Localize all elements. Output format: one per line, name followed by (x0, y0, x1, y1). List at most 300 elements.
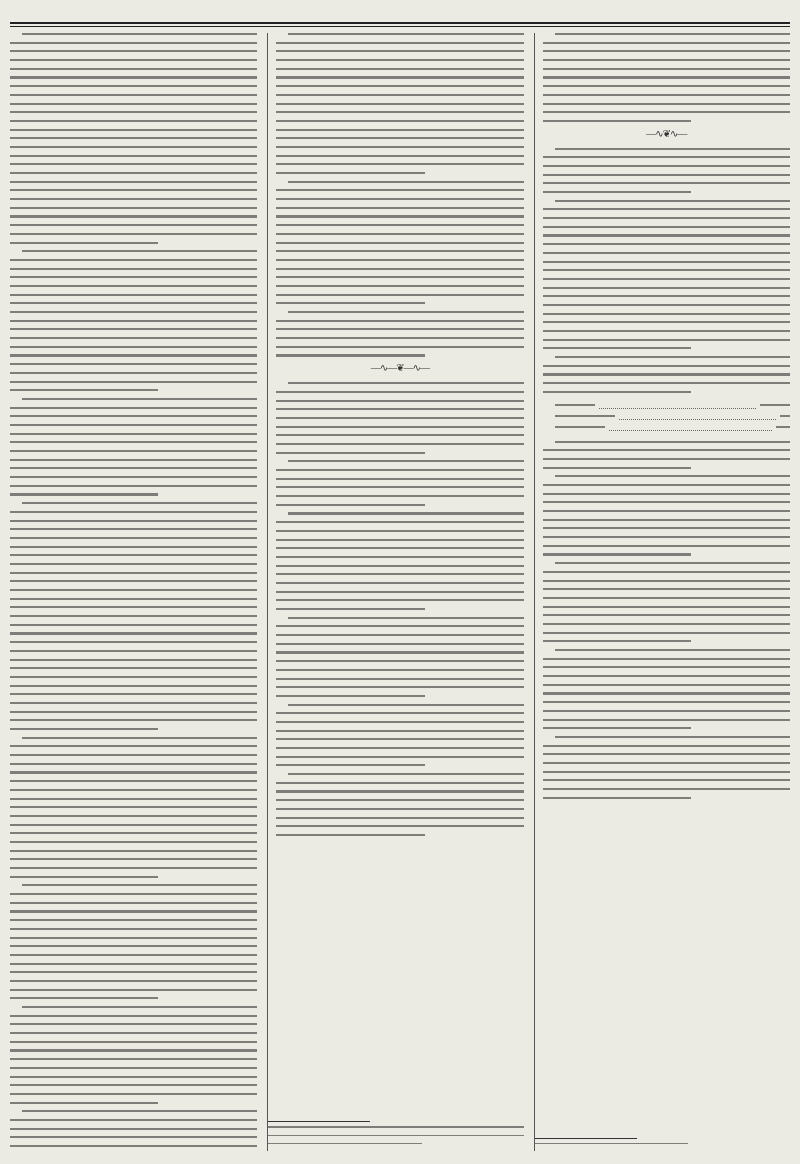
text-line (10, 763, 257, 765)
text-line (10, 233, 257, 235)
text-line (276, 259, 523, 261)
text-line (543, 745, 790, 747)
text-line (276, 276, 523, 278)
text-paragraph (276, 33, 523, 174)
text-line (543, 762, 790, 764)
text-line (543, 519, 790, 521)
column-2-body-bottom (276, 382, 523, 836)
text-line (543, 467, 691, 469)
text-line (10, 546, 257, 548)
text-line (543, 76, 790, 78)
text-line (10, 693, 257, 695)
text-line (543, 226, 790, 228)
formula-row (555, 422, 790, 433)
text-line (543, 510, 790, 512)
text-line (10, 433, 257, 435)
text-line (276, 756, 523, 758)
text-line (543, 632, 790, 634)
column-3-body-top (543, 33, 790, 122)
text-line (10, 224, 257, 226)
text-line (10, 963, 257, 965)
text-line (276, 634, 523, 636)
text-line (10, 476, 257, 478)
text-line (276, 530, 523, 532)
text-line (543, 727, 691, 729)
text-line (10, 520, 257, 522)
text-line (543, 449, 790, 451)
text-line (10, 659, 257, 661)
text-paragraph (543, 356, 790, 393)
text-line (10, 42, 257, 44)
text-line (276, 686, 523, 688)
formula-table (555, 400, 790, 433)
text-line (10, 771, 257, 773)
text-line (10, 832, 257, 834)
text-line (10, 572, 257, 574)
text-line (276, 625, 523, 627)
text-line (276, 825, 523, 827)
text-line (543, 614, 790, 616)
text-line (10, 971, 257, 973)
text-line (276, 94, 523, 96)
text-line (10, 702, 257, 704)
text-line (10, 667, 257, 669)
text-line (543, 330, 790, 332)
text-paragraph (543, 649, 790, 729)
text-line (543, 373, 790, 375)
text-line (276, 391, 523, 393)
text-line (543, 59, 790, 61)
text-line (543, 753, 790, 755)
text-line (10, 719, 257, 721)
text-line (288, 460, 523, 462)
text-line (10, 111, 257, 113)
text-line (555, 736, 790, 738)
text-line (10, 980, 257, 982)
text-line (543, 501, 790, 503)
text-line (288, 773, 523, 775)
text-line (22, 884, 257, 886)
text-line (10, 276, 257, 278)
text-line (288, 704, 523, 706)
text-line (276, 137, 523, 139)
text-paragraph (10, 502, 257, 730)
text-line (22, 250, 257, 252)
text-line (10, 146, 257, 148)
text-line (543, 771, 790, 773)
text-line (276, 565, 523, 567)
text-line (10, 867, 257, 869)
text-line (10, 1058, 257, 1060)
text-line (276, 486, 523, 488)
text-line (10, 1015, 257, 1017)
text-line (10, 1102, 158, 1104)
text-line (276, 207, 523, 209)
text-line (555, 649, 790, 651)
text-line (555, 356, 790, 358)
text-line (10, 902, 257, 904)
text-line (10, 415, 257, 417)
text-line (10, 363, 257, 365)
text-line (10, 207, 257, 209)
text-line (543, 85, 790, 87)
text-line (543, 182, 790, 184)
text-line (10, 94, 257, 96)
column-1 (10, 33, 257, 1151)
text-line (543, 391, 691, 393)
text-line (276, 294, 523, 296)
text-line (543, 191, 691, 193)
text-paragraph (276, 382, 523, 454)
text-line (10, 1084, 257, 1086)
text-line (10, 198, 257, 200)
text-line (10, 1023, 257, 1025)
text-paragraph (543, 562, 790, 642)
text-line (543, 347, 691, 349)
formula-row (555, 400, 790, 411)
text-line (288, 181, 523, 183)
text-line (10, 103, 257, 105)
text-line (10, 806, 257, 808)
text-line (543, 252, 790, 254)
text-line (276, 452, 424, 454)
text-paragraph (276, 311, 523, 357)
text-line (10, 606, 257, 608)
column-3-body-bottom (543, 441, 790, 799)
text-line (543, 365, 790, 367)
text-paragraph (10, 398, 257, 496)
text-line (10, 589, 257, 591)
text-line (276, 556, 523, 558)
text-line (10, 59, 257, 61)
text-paragraph (543, 441, 790, 469)
text-line (276, 478, 523, 480)
column-3-footnote-rule (535, 1138, 637, 1139)
text-line (10, 381, 257, 383)
text-line (10, 632, 257, 634)
text-line (276, 495, 523, 497)
text-line (10, 824, 257, 826)
text-line (10, 215, 257, 217)
text-line (276, 660, 523, 662)
text-line (543, 165, 790, 167)
text-line (10, 676, 257, 678)
text-line (276, 521, 523, 523)
text-line (543, 666, 790, 668)
text-line (10, 155, 257, 157)
text-line (10, 815, 257, 817)
text-paragraph (276, 512, 523, 610)
text-line (10, 563, 257, 565)
text-line (10, 320, 257, 322)
text-line (10, 650, 257, 652)
text-line (276, 426, 523, 428)
text-line (276, 582, 523, 584)
text-line (10, 372, 257, 374)
text-line (276, 268, 523, 270)
text-line (276, 469, 523, 471)
text-line (22, 1110, 257, 1112)
text-paragraph (10, 884, 257, 999)
text-line (10, 354, 257, 356)
text-line (543, 243, 790, 245)
text-line (543, 261, 790, 263)
text-line (276, 85, 523, 87)
text-line (10, 641, 257, 643)
text-line (276, 417, 523, 419)
text-line (543, 606, 790, 608)
text-line (276, 799, 523, 801)
text-line (10, 441, 257, 443)
text-line (10, 789, 257, 791)
text-line (276, 76, 523, 78)
text-line (276, 790, 523, 792)
text-line (276, 400, 523, 402)
column-3-footnote (535, 1132, 790, 1151)
text-line (543, 42, 790, 44)
text-paragraph (10, 1006, 257, 1104)
text-paragraph (543, 736, 790, 799)
text-line (276, 50, 523, 52)
text-line (276, 68, 523, 70)
text-line (276, 738, 523, 740)
text-line (276, 669, 523, 671)
text-line (276, 782, 523, 784)
text-line (10, 1093, 257, 1095)
text-line (10, 928, 257, 930)
text-line (276, 712, 523, 714)
text-line (22, 1006, 257, 1008)
text-line (288, 33, 523, 35)
text-line (10, 754, 257, 756)
text-line (543, 295, 790, 297)
text-line (10, 50, 257, 52)
text-line (10, 1076, 257, 1078)
text-line (543, 623, 790, 625)
text-line (276, 198, 523, 200)
footnote (268, 1115, 523, 1151)
text-line (10, 493, 158, 495)
text-line (543, 94, 790, 96)
text-line (276, 155, 523, 157)
text-line (276, 354, 424, 356)
text-paragraph (276, 617, 523, 697)
text-line (10, 242, 158, 244)
text-line (543, 103, 790, 105)
text-line (22, 502, 257, 504)
text-line (10, 424, 257, 426)
text-line (10, 937, 257, 939)
text-paragraph (543, 33, 790, 122)
page-number (10, 6, 790, 20)
text-line (10, 1128, 257, 1130)
text-line (276, 250, 523, 252)
text-line (543, 269, 790, 271)
text-line (288, 382, 523, 384)
text-line (276, 747, 523, 749)
text-line (276, 59, 523, 61)
text-line (276, 651, 523, 653)
text-line (543, 304, 790, 306)
text-line (10, 68, 257, 70)
text-line (10, 780, 257, 782)
text-line (543, 339, 790, 341)
text-line (10, 798, 257, 800)
text-line (543, 313, 790, 315)
text-line (543, 719, 790, 721)
text-line (276, 808, 523, 810)
text-line (276, 215, 523, 217)
text-line (10, 858, 257, 860)
text-line (10, 919, 257, 921)
text-line (543, 208, 790, 210)
text-line (276, 146, 523, 148)
text-line (543, 779, 790, 781)
top-rule (10, 22, 790, 27)
text-line (10, 172, 257, 174)
text-line (276, 695, 424, 697)
text-line (288, 311, 523, 313)
text-paragraph (276, 704, 523, 767)
text-line (276, 834, 424, 836)
text-line (555, 33, 790, 35)
text-line (22, 398, 257, 400)
text-line (543, 675, 790, 677)
text-line (10, 268, 257, 270)
section-ornament: —∿—❦—∿— (370, 363, 430, 375)
text-line (276, 328, 523, 330)
text-line (276, 730, 523, 732)
text-line (10, 997, 158, 999)
text-line (10, 728, 158, 730)
text-line (10, 485, 257, 487)
text-line (276, 163, 523, 165)
text-line (10, 467, 257, 469)
text-line (276, 434, 523, 436)
column-2 (267, 33, 523, 1151)
column-3-ornament: —∿❦∿— (646, 128, 687, 140)
text-line (10, 302, 257, 304)
text-line (10, 554, 257, 556)
text-line (276, 678, 523, 680)
text-line (543, 156, 790, 158)
text-line (543, 321, 790, 323)
text-line (10, 910, 257, 912)
text-line (276, 408, 523, 410)
text-paragraph (543, 148, 790, 194)
text-line (10, 294, 257, 296)
text-line (276, 189, 523, 191)
text-line (543, 788, 790, 790)
text-line (276, 111, 523, 113)
text-line (10, 450, 257, 452)
text-line (10, 1049, 257, 1051)
text-line (555, 441, 790, 443)
text-line (288, 617, 523, 619)
text-line (10, 163, 257, 165)
text-line (22, 33, 257, 35)
text-paragraph (543, 200, 790, 350)
text-paragraph (543, 475, 790, 555)
text-line (543, 588, 790, 590)
text-line (543, 68, 790, 70)
text-line (10, 580, 257, 582)
text-line (555, 562, 790, 564)
column-2-body-top (276, 33, 523, 357)
text-line (543, 684, 790, 686)
text-line (276, 129, 523, 131)
text-line (543, 545, 790, 547)
text-line (276, 346, 523, 348)
text-line (10, 459, 257, 461)
text-line (22, 737, 257, 739)
text-line (10, 259, 257, 261)
text-line (10, 1041, 257, 1043)
text-line (555, 475, 790, 477)
text-line (10, 876, 158, 878)
text-paragraph (276, 773, 523, 836)
text-line (276, 103, 523, 105)
text-line (10, 328, 257, 330)
text-line (543, 553, 691, 555)
text-line (276, 337, 523, 339)
text-line (10, 841, 257, 843)
text-line (276, 42, 523, 44)
text-line (276, 817, 523, 819)
text-line (276, 721, 523, 723)
text-line (10, 389, 158, 391)
text-line (543, 797, 691, 799)
text-line (543, 278, 790, 280)
text-line (276, 443, 523, 445)
text-paragraph (10, 33, 257, 244)
text-line (276, 320, 523, 322)
text-line (276, 539, 523, 541)
text-line (10, 407, 257, 409)
text-line (10, 989, 257, 991)
text-line (543, 710, 790, 712)
text-line (10, 537, 257, 539)
text-line (10, 189, 257, 191)
text-line (543, 484, 790, 486)
text-line (276, 547, 523, 549)
text-line (276, 285, 523, 287)
footnote-rule (268, 1121, 370, 1122)
text-line (10, 137, 257, 139)
text-line (543, 111, 790, 113)
text-line (543, 701, 790, 703)
text-line (10, 1067, 257, 1069)
text-line (10, 598, 257, 600)
text-line (10, 85, 257, 87)
text-line (543, 536, 790, 538)
text-line (10, 1145, 257, 1147)
text-line (543, 692, 790, 694)
text-line (543, 120, 691, 122)
text-line (276, 643, 523, 645)
text-line (543, 382, 790, 384)
text-line (543, 658, 790, 660)
text-line (10, 285, 257, 287)
text-line (10, 1119, 257, 1121)
text-line (10, 311, 257, 313)
text-line (10, 528, 257, 530)
columns (10, 33, 790, 1151)
text-line (543, 527, 790, 529)
text-line (10, 511, 257, 513)
text-line (543, 493, 790, 495)
text-line (10, 745, 257, 747)
